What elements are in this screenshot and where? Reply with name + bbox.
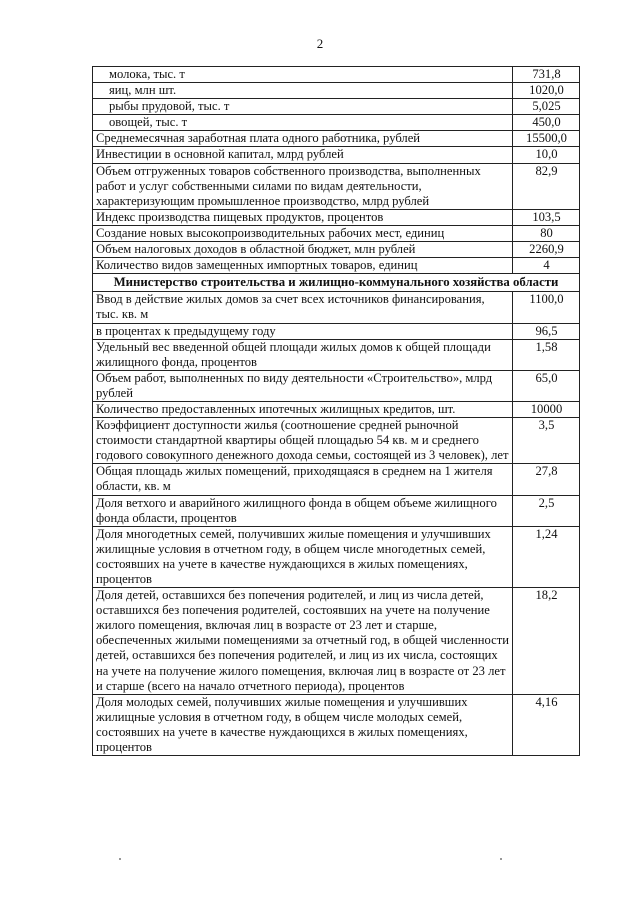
indicator-value: 65,0 [513,370,580,401]
table-row [93,323,580,339]
indicator-value: 1,24 [513,526,580,587]
indicator-label: Инвестиции в основной капитал, млрд рублей [93,147,513,163]
indicator-label: овощей, тыс. т [93,115,513,131]
indicator-label: Доля многодетных семей, получивших жилые помещения и улучшивших жилищные условия в отчетном году, в общем числе многодетных семей, состоявших на учете в качестве нуждающихся в жилых помещениях, процентов [93,526,513,587]
table-row [93,67,580,83]
indicator-value: 731,8 [513,67,580,83]
indicator-value: 1020,0 [513,83,580,99]
section-title: Министерство строительства и жилищно-коммунального хозяйства области [93,274,580,292]
table-row [93,131,580,147]
table-row [93,401,580,417]
table-row [93,526,580,587]
indicator-value: 2260,9 [513,242,580,258]
section-header-row [93,274,580,292]
table-row [93,694,580,755]
indicators-table [92,66,580,756]
indicator-value: 2,5 [513,495,580,526]
indicator-value: 27,8 [513,464,580,495]
table-row [93,147,580,163]
indicator-value: 4,16 [513,694,580,755]
indicator-value: 450,0 [513,115,580,131]
table-row [93,370,580,401]
indicator-label: Коэффициент доступности жилья (соотношение средней рыночной стоимости стандартной квартиры общей площадью 54 кв. м и среднего годового совокупного денежного дохода семьи, состоящей из 3 человек), лет [93,418,513,464]
indicator-value: 80 [513,225,580,241]
indicator-value: 5,025 [513,99,580,115]
indicator-value: 103,5 [513,209,580,225]
indicator-label: Объем работ, выполненных по виду деятельности «Строительство», млрд рублей [93,370,513,401]
table-row [93,588,580,695]
page-number: 2 [316,36,324,51]
indicator-label: молока, тыс. т [93,67,513,83]
indicator-label: яиц, млн шт. [93,83,513,99]
indicator-label: Доля ветхого и аварийного жилищного фонда в общем объеме жилищного фонда области, процентов [93,495,513,526]
table-row [93,464,580,495]
indicators-table-body [93,67,580,756]
indicator-label: Количество предоставленных ипотечных жилищных кредитов, шт. [93,401,513,417]
indicator-label: Среднемесячная заработная плата одного работника, рублей [93,131,513,147]
table-row [93,225,580,241]
table-row [93,495,580,526]
indicator-label: Общая площадь жилых помещений, приходящаяся в среднем на 1 жителя области, кв. м [93,464,513,495]
indicator-value: 10000 [513,401,580,417]
table-row [93,242,580,258]
indicator-value: 96,5 [513,323,580,339]
table-row [93,292,580,323]
indicator-value: 15500,0 [513,131,580,147]
scan-speck [119,858,121,860]
table-row [93,163,580,209]
table-row [93,99,580,115]
table-row [93,209,580,225]
table-row [93,258,580,274]
indicator-label: Доля детей, оставшихся без попечения родителей, и лиц из числа детей, оставшихся без попечения родителей, состоявших на учете на получение жилого помещения, включая лиц в возрасте от 23 лет и старше, обеспеченных жилыми помещениями за отчетный год, в общей численности детей, оставшихся без попечения родителей, и лиц из их числа, состоящих на учете на получение жилого помещения, включая лиц в возрасте от 23 лет и старше (всего на начало отчетного периода), процентов [93,588,513,695]
table-row [93,115,580,131]
indicator-value: 1100,0 [513,292,580,323]
indicator-value: 3,5 [513,418,580,464]
indicator-label: рыбы прудовой, тыс. т [93,99,513,115]
indicator-label: Индекс производства пищевых продуктов, процентов [93,209,513,225]
indicator-label: Создание новых высокопроизводительных рабочих мест, единиц [93,225,513,241]
indicator-label: Доля молодых семей, получивших жилые помещения и улучшивших жилищные условия в отчетном году, в общем числе молодых семей, состоявших на учете в качестве нуждающихся в жилых помещениях, процентов [93,694,513,755]
indicator-label: в процентах к предыдущему году [93,323,513,339]
table-row [93,339,580,370]
indicator-value: 4 [513,258,580,274]
indicator-value: 82,9 [513,163,580,209]
indicator-value: 1,58 [513,339,580,370]
indicator-label: Удельный вес введенной общей площади жилых домов к общей площади жилищного фонда, процентов [93,339,513,370]
scan-speck [500,858,502,860]
indicator-label: Количество видов замещенных импортных товаров, единиц [93,258,513,274]
table-row [93,418,580,464]
indicator-label: Ввод в действие жилых домов за счет всех источников финансирования, тыс. кв. м [93,292,513,323]
indicator-label: Объем налоговых доходов в областной бюджет, млн рублей [93,242,513,258]
indicator-value: 18,2 [513,588,580,695]
indicator-value: 10,0 [513,147,580,163]
indicator-label: Объем отгруженных товаров собственного производства, выполненных работ и услуг собственными силами по видам деятельности, характеризующим промышленное производство, млрд рублей [93,163,513,209]
table-row [93,83,580,99]
